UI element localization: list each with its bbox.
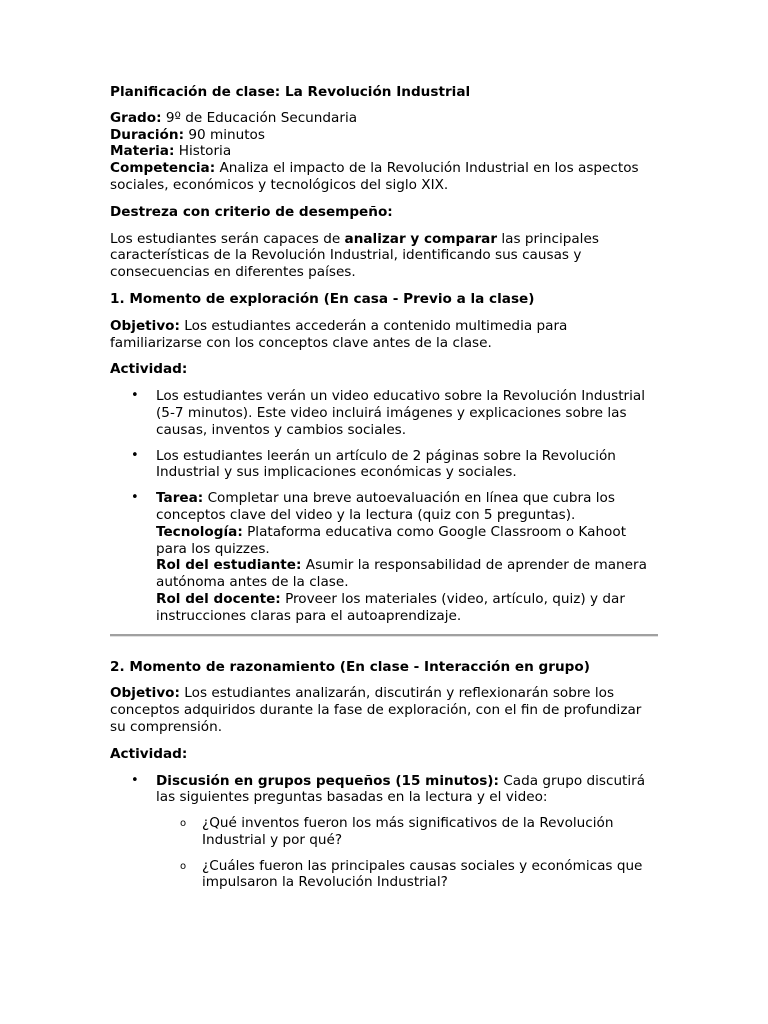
discusion-label: Discusión en grupos pequeños (15 minutos): <box>156 772 499 789</box>
duracion-value: 90 minutos <box>188 126 265 143</box>
objetivo-label: Objetivo: <box>110 317 180 334</box>
section1-objetivo: Objetivo: Los estudiantes accederán a contenido multimedia para familiarizarse con los conceptos clave antes de la clase. <box>110 317 568 351</box>
duracion-label: Duración: <box>110 126 185 143</box>
section2-objetivo: Objetivo: Los estudiantes analizarán, discutirán y reflexionarán sobre los conceptos adquiridos durante la fase de exploración, con el fin de profundizar su comprensión. <box>110 685 642 735</box>
grado-line <box>110 110 357 126</box>
list-item: • Los estudiantes leerán un artículo de 2 páginas sobre la Revolución Industrial y sus implicaciones económicas y sociales. <box>110 448 658 482</box>
rol-estudiante-text: Asumir la responsabilidad de aprender de manera autónoma antes de la clase. <box>156 557 647 591</box>
destreza-emphasis: analizar y comparar <box>344 230 498 247</box>
meta-block <box>110 110 658 194</box>
competencia-line <box>110 160 639 193</box>
section1-heading: 1. Momento de exploración (En casa - Previo a la clase) <box>110 290 535 307</box>
section2-heading: 2. Momento de razonamiento (En clase - Interacción en grupo) <box>110 658 590 675</box>
section1-actividad-label: Actividad: <box>110 361 188 378</box>
question-item: o ¿Qué inventos fueron los más significativos de la Revolución Industrial y por qué? <box>156 815 658 849</box>
horizontal-divider <box>110 634 658 637</box>
section1-activity-list <box>110 388 658 624</box>
document-page <box>110 84 658 900</box>
question-item: o ¿Cuáles fueron las principales causas sociales y económicas que impulsaron la Revolución Industrial? <box>156 858 658 892</box>
tarea-text: Completar una breve autoevaluación en línea que cubra los conceptos clave del video y la lectura (quiz con 5 preguntas). <box>156 490 615 523</box>
rol-estudiante-label: Rol del estudiante: <box>156 557 302 574</box>
destreza-heading: Destreza con criterio de desempeño: <box>110 203 393 220</box>
materia-label: Materia: <box>110 143 175 160</box>
list-item <box>110 773 658 892</box>
destreza-paragraph: Los estudiantes serán capaces de analizar y comparar las principales características de la Revolución Industrial, identificando sus causas y consecuencias en diferentes países. <box>110 230 599 281</box>
tecnologia-text: Plataforma educativa como Google Classroom o Kahoot para los quizzes. <box>156 523 627 557</box>
objetivo-label: Objetivo: <box>110 685 180 702</box>
rol-docente-label: Rol del docente: <box>156 590 281 607</box>
tarea-label: Tarea: <box>156 490 204 507</box>
grado-label: Grado: <box>110 109 162 126</box>
section2-actividad-label: Actividad: <box>110 745 188 762</box>
question-list <box>156 815 658 891</box>
section2-activity-list <box>110 773 658 892</box>
document-title: Planificación de clase: La Revolución Industrial <box>110 84 471 100</box>
grado-value: 9º de Educación Secundaria <box>165 109 358 126</box>
competencia-label: Competencia: <box>110 160 216 177</box>
materia-line <box>110 143 231 159</box>
list-item <box>110 490 658 624</box>
rol-docente-text: Proveer los materiales (video, artículo, quiz) y dar instrucciones claras para el autoaprendizaje. <box>156 590 625 624</box>
list-item: • Los estudiantes verán un video educativo sobre la Revolución Industrial (5-7 minutos). Este video incluirá imágenes y explicaciones sobre las causas, inventos y cambios sociales. <box>110 388 658 438</box>
competencia-value: Analiza el impacto de la Revolución Industrial en los aspectos sociales, económicos y tecnológicos del siglo XIX. <box>110 160 639 193</box>
discusion-text: Cada grupo discutirá las siguientes preguntas basadas en la lectura y el video: <box>156 772 646 806</box>
materia-value: Historia <box>178 143 232 160</box>
tecnologia-label: Tecnología: <box>156 523 243 540</box>
duracion-line <box>110 127 265 143</box>
